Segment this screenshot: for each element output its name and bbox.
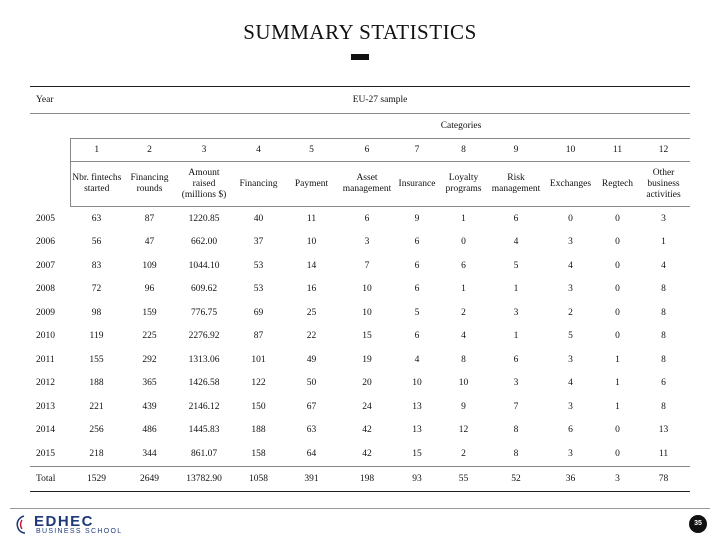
column-label-4: Financing: [232, 162, 285, 207]
table-cell: 292: [142, 354, 157, 365]
table-cell: 3: [513, 378, 519, 389]
table-cell: 0: [615, 260, 620, 271]
table-cell: 119: [89, 331, 104, 342]
table-cell: 56: [91, 237, 102, 248]
table-cell: 1: [461, 213, 466, 224]
table-cell: 1: [615, 378, 620, 389]
table-cell: 12: [458, 425, 469, 436]
table-row: [30, 419, 690, 443]
table-row: [30, 325, 690, 349]
table-cell: 10: [362, 307, 372, 318]
table-cell: 8: [661, 307, 666, 318]
table-cell: 7: [513, 401, 519, 412]
table-cell: 87: [144, 213, 155, 224]
table-cell: 3: [568, 237, 573, 248]
row-year: 2010: [36, 331, 55, 342]
table-cell: 4: [513, 237, 519, 248]
column-number-2: 2: [123, 139, 176, 162]
table-row: [30, 301, 690, 325]
table-cell: 609.62: [190, 284, 218, 295]
table-cell: 87: [253, 331, 264, 342]
table-cell: 3: [568, 354, 573, 365]
table-cell: 3: [568, 448, 573, 459]
table-cell: 1: [513, 331, 519, 342]
table-cell: 5: [513, 260, 519, 271]
table-cell: 96: [144, 284, 155, 295]
table-cell: 19: [362, 354, 372, 365]
table-cell: 1426.58: [188, 378, 220, 389]
table-cell: 14: [306, 260, 317, 271]
table-cell: 3: [661, 213, 666, 224]
table-cell: 53: [253, 284, 264, 295]
column-label-8: Loyalty programs: [438, 162, 489, 207]
table-cell: 63: [91, 213, 102, 224]
table-cell: 72: [91, 284, 102, 295]
column-label-12: Other business activities: [637, 162, 690, 207]
table-cell: 10: [458, 378, 469, 389]
table-cell: 47: [144, 237, 155, 248]
table-cell: 6: [513, 354, 519, 365]
table-cell: 1: [615, 354, 620, 365]
table-cell: 1: [461, 284, 466, 295]
footer-divider: [10, 508, 710, 509]
table-cell: 2: [568, 307, 573, 318]
table-cell: 1: [615, 401, 620, 412]
table-cell: 4: [568, 260, 573, 271]
table-cell: 10: [362, 284, 372, 295]
table-cell: 8: [661, 401, 666, 412]
table-cell: 0: [615, 448, 620, 459]
table-cell: 9: [414, 213, 420, 224]
table-cell: 63: [306, 425, 317, 436]
table-cell: 150: [251, 401, 266, 412]
column-number-1: 1: [70, 139, 123, 162]
table-cell: 64: [306, 448, 317, 459]
total-cell: 52: [489, 466, 543, 491]
table-cell: 20: [362, 378, 372, 389]
total-cell: 13782.90: [176, 466, 232, 491]
table-cell: 11: [306, 213, 317, 224]
year-header: Year: [30, 87, 70, 114]
total-cell: 1058: [232, 466, 285, 491]
table-row: [30, 348, 690, 372]
title-underline-bar: [351, 54, 369, 60]
table-cell: 4: [568, 378, 573, 389]
table-cell: 6: [513, 213, 519, 224]
row-year: 2011: [36, 354, 55, 365]
table-cell: 662.00: [190, 237, 218, 248]
column-label-5: Payment: [285, 162, 338, 207]
table-cell: 15: [362, 331, 372, 342]
table-cell: 11: [658, 448, 669, 459]
column-number-11: 11: [598, 139, 637, 162]
table-cell: 1: [513, 284, 519, 295]
column-label-6: Asset management: [338, 162, 396, 207]
table-cell: 8: [661, 331, 666, 342]
table-cell: 6: [364, 213, 370, 224]
table-cell: 221: [89, 401, 104, 412]
column-number-10: 10: [543, 139, 598, 162]
table-cell: 25: [306, 307, 317, 318]
table-cell: 4: [661, 260, 666, 271]
table-cell: 2: [461, 307, 466, 318]
column-label-11: Regtech: [598, 162, 637, 207]
row-year: 2014: [36, 425, 55, 436]
table-cell: 776.75: [190, 307, 218, 318]
table-cell: 861.07: [190, 448, 218, 459]
table-cell: 6: [414, 260, 420, 271]
table-cell: 6: [414, 237, 420, 248]
categories-header: Categories: [440, 121, 482, 131]
row-year: 2007: [36, 260, 55, 271]
total-cell: 55: [438, 466, 489, 491]
table-cell: 53: [253, 260, 264, 271]
table-cell: 42: [362, 425, 372, 436]
table-cell: 0: [615, 307, 620, 318]
table-cell: 3: [513, 307, 519, 318]
table-cell: 486: [142, 425, 157, 436]
table-cell: 188: [89, 378, 104, 389]
table-cell: 5: [568, 331, 573, 342]
table-cell: 69: [253, 307, 264, 318]
table-cell: 22: [306, 331, 317, 342]
table-cell: 98: [91, 307, 102, 318]
column-number-5: 5: [285, 139, 338, 162]
total-cell: 93: [396, 466, 438, 491]
table-row: [30, 254, 690, 278]
column-label-7: Insurance: [396, 162, 438, 207]
table-cell: 1044.10: [188, 260, 220, 271]
row-year: 2012: [36, 378, 55, 389]
table-cell: 3: [568, 284, 573, 295]
sample-header: EU-27 sample: [70, 87, 690, 114]
column-number-4: 4: [232, 139, 285, 162]
table-cell: 188: [251, 425, 266, 436]
row-year: 2013: [36, 401, 55, 412]
total-cell: 391: [285, 466, 338, 491]
table-cell: 6: [414, 284, 420, 295]
table-cell: 4: [414, 354, 420, 365]
total-cell: 3: [598, 466, 637, 491]
column-number-12: 12: [637, 139, 690, 162]
table-cell: 439: [142, 401, 157, 412]
logo-subtext: BUSINESS SCHOOL: [36, 528, 123, 535]
table-cell: 5: [414, 307, 420, 318]
column-number-8: 8: [438, 139, 489, 162]
table-cell: 225: [142, 331, 157, 342]
table-cell: 1220.85: [188, 213, 220, 224]
table-cell: 10: [306, 237, 317, 248]
table-cell: 344: [142, 448, 157, 459]
column-label-1: Nbr. fintechs started: [70, 162, 123, 207]
table-cell: 0: [615, 425, 620, 436]
row-year: 2006: [36, 237, 55, 248]
page-number-badge: 35: [689, 515, 707, 533]
row-year: 2008: [36, 284, 55, 295]
edhec-logo: [12, 513, 132, 537]
table-row: [30, 231, 690, 255]
table-cell: 8: [661, 354, 666, 365]
table-cell: 10: [412, 378, 422, 389]
table-row: [30, 372, 690, 396]
table-cell: 365: [142, 378, 157, 389]
table-cell: 42: [362, 448, 372, 459]
column-label-9: Risk management: [489, 162, 543, 207]
table-cell: 122: [251, 378, 266, 389]
table-cell: 67: [306, 401, 317, 412]
row-year: 2005: [36, 213, 55, 224]
column-label-3: Amount raised (millions $): [176, 162, 232, 207]
table-cell: 1445.83: [188, 425, 220, 436]
table-cell: 1313.06: [188, 354, 220, 365]
table-cell: 8: [661, 284, 666, 295]
table-cell: 9: [461, 401, 466, 412]
table-row: [30, 442, 690, 466]
table-row: [30, 395, 690, 419]
table-cell: 0: [615, 284, 620, 295]
column-label-2: Financing rounds: [123, 162, 176, 207]
logo-text: EDHEC: [34, 513, 95, 530]
table-cell: 0: [615, 331, 620, 342]
table-cell: 13: [412, 401, 422, 412]
table-cell: 37: [253, 237, 264, 248]
table-cell: 15: [412, 448, 422, 459]
slide-title: SUMMARY STATISTICS: [243, 20, 477, 44]
table-cell: 16: [306, 284, 317, 295]
table-cell: 6: [461, 260, 466, 271]
table-row: [30, 278, 690, 302]
table-cell: 13: [412, 425, 422, 436]
table-cell: 2146.12: [188, 401, 220, 412]
table-cell: 3: [364, 237, 370, 248]
table-cell: 3: [568, 401, 573, 412]
table-cell: 218: [89, 448, 104, 459]
table-cell: 0: [615, 237, 620, 248]
row-year: 2015: [36, 448, 55, 459]
table-cell: 40: [253, 213, 264, 224]
table-cell: 155: [89, 354, 104, 365]
edhec-emblem-icon: [14, 515, 30, 535]
table-cell: 2: [461, 448, 466, 459]
total-cell: 1529: [70, 466, 123, 491]
total-label: Total: [30, 466, 70, 491]
total-cell: 2649: [123, 466, 176, 491]
table-cell: 0: [568, 213, 573, 224]
table-cell: 7: [364, 260, 370, 271]
table-row: [30, 207, 690, 231]
total-cell: 78: [637, 466, 690, 491]
table-cell: 49: [306, 354, 317, 365]
column-number-9: 9: [489, 139, 543, 162]
table-cell: 109: [142, 260, 157, 271]
column-number-3: 3: [176, 139, 232, 162]
table-cell: 6: [568, 425, 573, 436]
column-label-10: Exchanges: [543, 162, 598, 207]
table-cell: 2276.92: [188, 331, 220, 342]
table-cell: 101: [251, 354, 266, 365]
table-cell: 6: [414, 331, 420, 342]
column-number-6: 6: [338, 139, 396, 162]
table-cell: 159: [142, 307, 157, 318]
table-cell: 8: [513, 448, 519, 459]
table-cell: 0: [461, 237, 466, 248]
total-row: [30, 466, 690, 491]
table-cell: 6: [661, 378, 666, 389]
total-cell: 36: [543, 466, 598, 491]
table-cell: 8: [513, 425, 519, 436]
table-cell: 83: [91, 260, 102, 271]
column-number-7: 7: [396, 139, 438, 162]
table-cell: 158: [251, 448, 266, 459]
summary-table-container: [30, 86, 690, 492]
table-cell: 1: [661, 237, 666, 248]
table-cell: 13: [658, 425, 669, 436]
row-year: 2009: [36, 307, 55, 318]
table-cell: 24: [362, 401, 372, 412]
summary-statistics-table: [30, 86, 690, 492]
table-cell: 4: [461, 331, 466, 342]
total-cell: 198: [338, 466, 396, 491]
table-cell: 50: [306, 378, 317, 389]
table-cell: 8: [461, 354, 466, 365]
table-cell: 256: [89, 425, 104, 436]
table-cell: 0: [615, 213, 620, 224]
